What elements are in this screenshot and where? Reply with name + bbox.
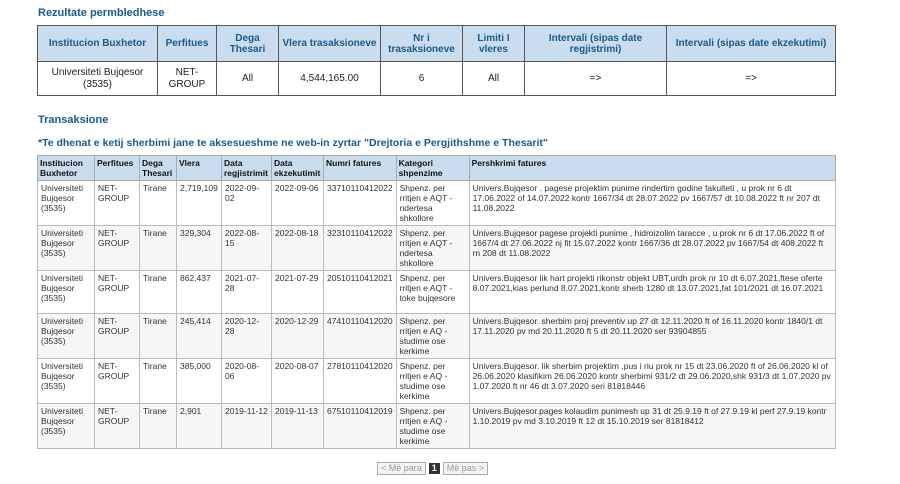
tx-header: Pershkrimi fatures (469, 156, 835, 181)
tx-cell: Shpenz. per rritjen e AQ - studime ose kerkime (396, 314, 469, 359)
tx-cell: 2022-09-02 (222, 181, 272, 226)
tx-cell: Univers.Bujqesor lik hart projekti rikonstr objekt UBT,urdh prok nr 10 dt 6.07.2021,ftese oferte 8.07.2021,kias perlund 8.07.2021,kontr sherb 1280 dt 13.07.2021,fat 101/2021 dt 16.07.2021 (469, 271, 835, 314)
tx-cell: NET-GROUP (95, 181, 140, 226)
transactions-title: Transaksione (38, 114, 109, 126)
tx-cell: Shpenz. per rritjen e AQ - studime ose kerkime (396, 359, 469, 404)
tx-cell: 2022-09-06 (272, 181, 324, 226)
table-row (38, 181, 836, 226)
tx-cell: NET-GROUP (95, 271, 140, 314)
tx-cell: 2019-11-12 (222, 404, 272, 449)
summary-header: Intervali (sipas date regjistrimi) (525, 26, 667, 62)
tx-cell: 2020-08-06 (222, 359, 272, 404)
tx-cell: Univers.Bujqesor.pages kolaudim punimesh up 31 dt 25.9.19 ft of 27.9.19 kl perf 27.9.19 kontr 1.10.2019 pv md 3.10.2019 ft 12 dt 15.10.2019 ser 81818412 (469, 404, 835, 449)
tx-cell: Universiteti Bujqesor (3535) (38, 271, 95, 314)
tx-cell: 27810110412020 (324, 359, 397, 404)
tx-cell: 2022-08-18 (272, 226, 324, 271)
tx-cell: Universiteti Bujqesor (3535) (38, 404, 95, 449)
tx-cell: 32310110412022 (324, 226, 397, 271)
table-row (38, 359, 836, 404)
summary-row (38, 62, 836, 96)
tx-header: Kategori shpenzime (396, 156, 469, 181)
tx-cell: Univers.Bujqesor . pagese projektim punime rindertim godine fakulteti , u prok nr 6 dt 17.06.2022 of 14.07.2022 kontr 1667/34 dt 28.07.2022 pv 1667/57 dt 10.08.2022 ft nr 207 dt 11.08.2022 (469, 181, 835, 226)
tx-cell: 20510110412021 (324, 271, 397, 314)
tx-cell: 33710110412022 (324, 181, 397, 226)
table-row (38, 271, 836, 314)
tx-cell: NET-GROUP (95, 314, 140, 359)
summary-header: Perfitues (158, 26, 217, 62)
tx-cell: Tirane (140, 226, 177, 271)
summary-cell: 4,544,165.00 (279, 62, 381, 96)
tx-cell: 2019-11-13 (272, 404, 324, 449)
tx-header: Perfitues (95, 156, 140, 181)
tx-cell: NET-GROUP (95, 404, 140, 449)
tx-cell: Univers.Bujqesor. lik sherbim projektim ,pus i riu prok nr 15 dt 23.06.2020 ft of 26.06.2020 kl of 26.06.2020 klasifikim 26.06.2020 kontr sherbimi 931/2 dt 29.06.2020,shk 931/3 dt 1.07.2020 pv 1.07.2020 ft nr 46 dt 3.07.2020 seri 81818446 (469, 359, 835, 404)
summary-header: Nr i trasaksioneve (381, 26, 463, 62)
table-row (38, 404, 836, 449)
tx-cell: Tirane (140, 271, 177, 314)
summary-table (37, 25, 836, 96)
tx-cell: 329,304 (177, 226, 222, 271)
current-page[interactable]: 1 (429, 463, 440, 474)
tx-cell: Univers.Bujqesor. sherbim proj preventiv up 27 dt 12.11.2020 ft of 16.11.2020 kontr 1840/1 dt 17.11.2020 pv md 20.11.2020 ft 5 dt 20.11.2020 ser 93904855 (469, 314, 835, 359)
tx-cell: Universiteti Bujqesor (3535) (38, 226, 95, 271)
tx-cell: Universiteti Bujqesor (3535) (38, 359, 95, 404)
prev-page-button[interactable]: < Më para (377, 462, 426, 475)
tx-cell: 2020-12-28 (222, 314, 272, 359)
tx-cell: Univers.Bujqesor pagese projekti punime , hidroizolim taracce , u prok nr 6 dt 17.06.2022 ft of 1667/4 dt 27.06.2022 nj fit 15.07.2022 kontr 1667/36 dt 28.07.2022 pv 1667/54 dt 408.2022 ft rn 208 dt 11.08.2022 (469, 226, 835, 271)
tx-cell: Universiteti Bujqesor (3535) (38, 314, 95, 359)
summary-header: Vlera trasaksioneve (279, 26, 381, 62)
transactions-notice: *Te dhenat e ketij sherbimi jane te aksesueshme ne web-in zyrtar "Drejtoria e Pergjithshme e Thesarit" (38, 137, 548, 149)
tx-cell: Universiteti Bujqesor (3535) (38, 181, 95, 226)
tx-cell: NET-GROUP (95, 226, 140, 271)
summary-cell: All (463, 62, 525, 96)
tx-cell: 2022-08-15 (222, 226, 272, 271)
summary-title: Rezultate permbledhese (38, 7, 165, 19)
summary-header: Limiti I vleres (463, 26, 525, 62)
tx-cell: Tirane (140, 359, 177, 404)
tx-header: Dega Thesari (140, 156, 177, 181)
summary-cell: => (667, 62, 836, 96)
tx-header: Data ekzekutimit (272, 156, 324, 181)
tx-cell: 47410110412020 (324, 314, 397, 359)
summary-header: Dega Thesari (217, 26, 279, 62)
tx-cell: 245,414 (177, 314, 222, 359)
tx-cell: 2020-08-07 (272, 359, 324, 404)
summary-header: Intervali (sipas date ekzekutimi) (667, 26, 836, 62)
tx-cell: Shpenz. per rritjen e AQT - ndertesa shkollore (396, 181, 469, 226)
tx-header: Institucion Buxhetor (38, 156, 95, 181)
summary-cell: NET-GROUP (158, 62, 217, 96)
tx-cell: Shpenz. per rritjen e AQT - toke bujqesore (396, 271, 469, 314)
tx-cell: Shpenz. per rritjen e AQ - studime ose kerkime (396, 404, 469, 449)
pagination (377, 462, 488, 475)
tx-cell: Shpenz. per rritjen e AQT - ndertesa shkollore (396, 226, 469, 271)
tx-cell: 862,437 (177, 271, 222, 314)
tx-cell: Tirane (140, 181, 177, 226)
tx-header: Data regjistrimit (222, 156, 272, 181)
tx-cell: NET-GROUP (95, 359, 140, 404)
next-page-button[interactable]: Më pas > (443, 462, 488, 475)
tx-cell: 2,901 (177, 404, 222, 449)
table-row (38, 226, 836, 271)
tx-cell: 2021-07-29 (272, 271, 324, 314)
summary-cell: => (525, 62, 667, 96)
tx-cell: Tirane (140, 314, 177, 359)
summary-cell: All (217, 62, 279, 96)
tx-cell: 2,719,109 (177, 181, 222, 226)
tx-cell: 2021-07-28 (222, 271, 272, 314)
tx-cell: 67510110412019 (324, 404, 397, 449)
summary-cell: 6 (381, 62, 463, 96)
transactions-table (37, 155, 836, 449)
tx-cell: Tirane (140, 404, 177, 449)
tx-header: Numri fatures (324, 156, 397, 181)
table-row (38, 314, 836, 359)
summary-header: Institucion Buxhetor (38, 26, 158, 62)
tx-cell: 2020-12-29 (272, 314, 324, 359)
tx-header: Vlera (177, 156, 222, 181)
summary-cell: Universiteti Bujqesor (3535) (38, 62, 158, 96)
tx-cell: 385,000 (177, 359, 222, 404)
